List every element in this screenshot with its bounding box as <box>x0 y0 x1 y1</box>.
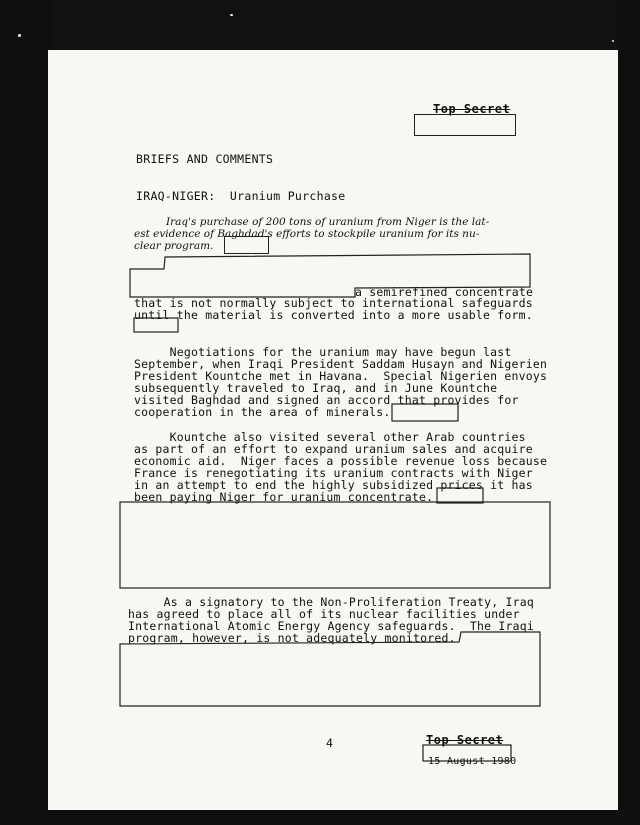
paragraph4-line: has agreed to place all of its nuclear facilities under <box>128 607 520 621</box>
classification-marking-top: Top Secret <box>433 102 511 116</box>
paragraph1-line: until the material is converted into a more usable form. <box>134 308 533 322</box>
summary-line: est evidence of Baghdad's efforts to stockpile uranium for its nu- <box>134 228 480 240</box>
paragraph2-line: subsequently traveled to Iraq, and in June Kountche <box>134 381 498 395</box>
scan-border-right <box>618 0 640 825</box>
paragraph3-line: Kountche also visited several other Arab countries <box>134 430 526 444</box>
paragraph3-line: France is renegotiating its uranium contracts with Niger <box>134 466 533 480</box>
paragraph2-line: September, when Iraqi President Saddam Husayn and Nigerien <box>134 357 548 371</box>
paragraph4-line: program, however, is not adequately monitored. <box>128 631 456 645</box>
paragraph4-line: As a signatory to the Non-Proliferation Treaty, Iraq <box>128 595 535 609</box>
scan-border-bottom <box>0 809 640 825</box>
document-page <box>48 50 618 810</box>
scan-speck <box>18 34 21 37</box>
scan-border-top <box>0 0 640 52</box>
document-date: 15 August 1980 <box>428 756 517 767</box>
section-title: BRIEFS AND COMMENTS <box>136 152 274 166</box>
classification-marking-bottom: Top Secret <box>426 733 504 747</box>
scan-speck <box>612 40 614 42</box>
page-number: 4 <box>326 736 334 750</box>
scan-speck <box>230 14 233 16</box>
paragraph3-line: been paying Niger for uranium concentrate. <box>134 490 434 504</box>
scan-border-left <box>0 0 52 825</box>
summary-line: clear program. <box>134 240 214 252</box>
paragraph1-line: that is not normally subject to international safeguards <box>134 296 533 310</box>
article-title: IRAQ-NIGER: Uranium Purchase <box>136 189 346 203</box>
redaction-block-large <box>120 502 550 588</box>
paragraph2-line: Negotiations for the uranium may have begun last <box>134 345 512 359</box>
paragraph3-line: in an attempt to end the highly subsidized prices it has <box>134 478 533 492</box>
paragraph3-line: as part of an effort to expand uranium sales and acquire <box>134 442 533 456</box>
paragraph4-line: International Atomic Energy Agency safeguards. The Iraqi <box>128 619 535 633</box>
paragraph3-line: economic aid. Niger faces a possible revenue loss because <box>134 454 548 468</box>
paragraph1-line: a semirefined concentrate <box>355 285 534 299</box>
summary-line: Iraq's purchase of 200 tons of uranium from Niger is the lat- <box>166 216 490 228</box>
paragraph2-line: President Kountche met in Havana. Special Nigerien envoys <box>134 369 548 383</box>
paragraph2-line: visited Baghdad and signed an accord that provides for <box>134 393 519 407</box>
paragraph2-line: cooperation in the area of minerals. <box>134 405 391 419</box>
